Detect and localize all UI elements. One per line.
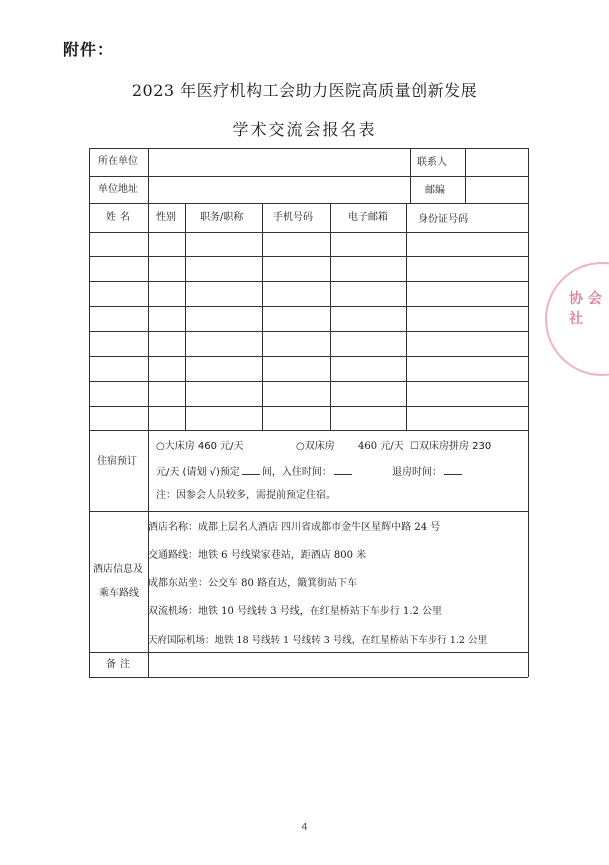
table-rule — [89, 281, 528, 282]
table-col-rule — [406, 203, 407, 430]
table-rule — [89, 652, 528, 653]
table-rule — [89, 331, 528, 332]
option-twin-room[interactable] — [296, 440, 335, 453]
table-col-rule — [410, 148, 411, 203]
option-shared-room[interactable] — [410, 440, 491, 453]
col-header-gender: 性别 — [156, 212, 176, 223]
table-col-rule — [185, 203, 186, 430]
table-border-left — [89, 148, 90, 677]
option-shared-room-text: ☐双床房拼房 230 — [410, 441, 492, 452]
table-col-rule — [330, 203, 331, 430]
option-king-room[interactable] — [156, 440, 244, 453]
hotel-east-station: 成都东站坐：公交车 80 路直达，簸箕街站下车 — [148, 578, 358, 589]
option-twin-room-text: ○双床房 — [296, 441, 335, 452]
table-col-rule — [148, 203, 149, 430]
attachment-label: 附件： — [63, 40, 115, 59]
accommodation-note: 注：因参会人员较多，需提前预定住宿。 — [156, 490, 336, 501]
title-line-2: 学术交流会报名表 — [232, 120, 377, 139]
title-line-1: 2023 年医疗机构工会助力医院高质量创新发展 — [131, 81, 478, 100]
rooms-blank[interactable] — [242, 465, 260, 475]
booking-text-c: 退房时间： — [392, 467, 442, 478]
col-header-title: 职务/职称 — [200, 212, 244, 223]
checkout-line — [392, 465, 464, 479]
table-col-rule — [465, 148, 466, 203]
table-rule — [89, 406, 528, 407]
hotel-label-line-1: 酒店信息及 — [93, 564, 143, 575]
checkin-blank[interactable] — [334, 465, 352, 475]
page-number: 4 — [301, 822, 308, 833]
hotel-tianfu: 天府国际机场：地铁 18 号线转 1 号线转 3 号线，在红星桥站下车步行 1.2 公里 — [148, 635, 487, 646]
twin-room-price: 460 元/天 — [358, 441, 404, 452]
hotel-label-line-2: 乘车路线 — [99, 588, 139, 599]
table-col-rule — [262, 203, 263, 430]
org-label: 所在单位 — [98, 156, 138, 167]
table-border-right — [528, 148, 529, 677]
table-rule — [89, 176, 528, 177]
col-header-email: 电子邮箱 — [348, 212, 388, 223]
col-header-phone: 手机号码 — [273, 212, 313, 223]
table-rule — [89, 356, 528, 357]
seal-text: 协 会 社 — [569, 291, 602, 327]
table-col-rule — [148, 148, 149, 203]
table-border-bottom — [89, 677, 528, 678]
table-border-top — [89, 148, 528, 149]
address-label: 单位地址 — [98, 184, 138, 195]
hotel-shuangliu: 双流机场：地铁 10 号线转 3 号线，在红星桥站下车步行 1.2 公里 — [148, 606, 443, 617]
booking-text-b: 间，入住时间： — [261, 467, 332, 478]
table-rule — [89, 203, 528, 204]
remarks-label: 备注 — [106, 659, 134, 670]
hotel-traffic: 交通路线：地铁 6 号线梁家巷站，距酒店 800 米 — [148, 550, 367, 561]
contact-label: 联系人 — [417, 157, 447, 168]
col-header-id: 身份证号码 — [418, 214, 468, 225]
col-header-name: 姓名 — [106, 212, 134, 223]
booking-text-a: 元/天 (请划 √)预定 — [156, 467, 240, 478]
table-rule — [89, 430, 528, 431]
booking-line — [156, 465, 354, 479]
table-rule — [89, 232, 528, 233]
table-rule — [89, 381, 528, 382]
table-rule — [89, 511, 528, 512]
option-king-room-text: ○大床房 460 元/天 — [156, 441, 244, 452]
table-rule — [89, 306, 528, 307]
table-rule — [89, 256, 528, 257]
checkout-blank[interactable] — [444, 465, 462, 475]
hotel-name: 酒店名称：成都上层名人酒店 四川省成都市金牛区星辉中路 24 号 — [148, 522, 441, 533]
postcode-label: 邮编 — [425, 185, 445, 196]
accommodation-label: 住宿预订 — [97, 456, 137, 467]
